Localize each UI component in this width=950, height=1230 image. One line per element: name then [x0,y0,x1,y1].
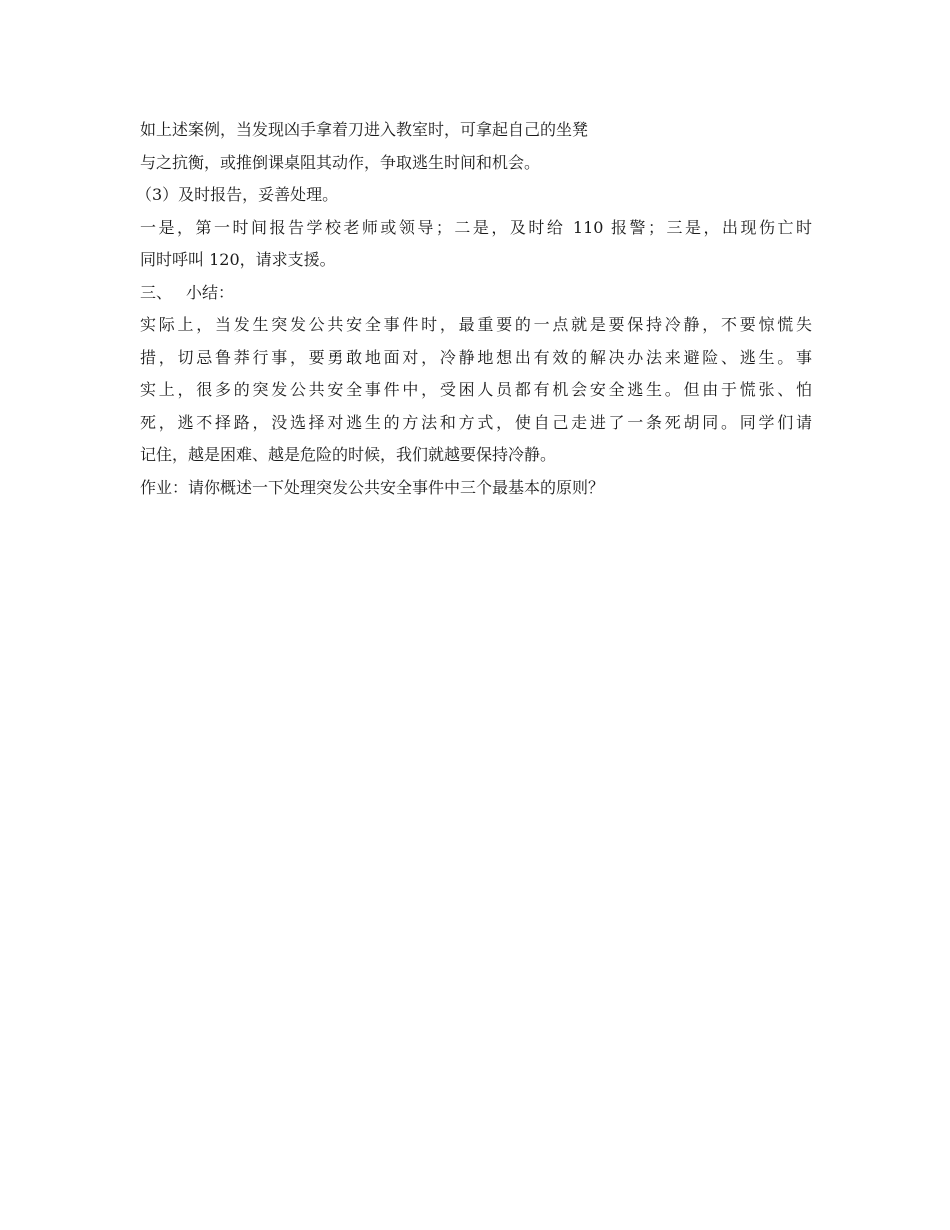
paragraph-line: 实际上，当发生突发公共安全事件时，最重要的一点就是要保持冷静，不要惊慌失 [140,315,812,334]
paragraph-line: 死，逃不择路，没选择对逃生的方法和方式，使自己走进了一条死胡同。同学们请 [140,412,812,432]
paragraph-line: 措，切忌鲁莽行事，要勇敢地面对，冷静地想出有效的解决办法来避险、逃生。事 [140,347,812,367]
homework-line: 作业：请你概述一下处理突发公共安全事件中三个最基本的原则？ [140,477,605,497]
paragraph-line: 同时呼叫 120，请求支援。 [140,250,336,269]
paragraph-line: 记住，越是困难、越是危险的时候，我们就越要保持冷静。 [140,445,557,464]
paragraph-line: 实上，很多的突发公共安全事件中，受困人员都有机会安全逃生。但由于慌张、怕 [140,380,812,399]
paragraph-line: 一是，第一时间报告学校老师或领导；二是，及时给 110 报警；三是，出现伤亡时 [140,217,812,237]
section-number: 三、 [140,282,173,302]
paragraph-line: 与之抗衡，或推倒课桌阻其动作，争取逃生时间和机会。 [140,152,541,172]
list-item-heading: （3）及时报告，妥善处理。 [136,185,339,204]
paragraph-line: 如上述案例，当发现凶手拿着刀进入教室时，可拿起自己的坐凳 [140,120,589,139]
section-heading [140,277,812,310]
section-title: 小结： [186,282,235,302]
document-body [136,114,812,504]
